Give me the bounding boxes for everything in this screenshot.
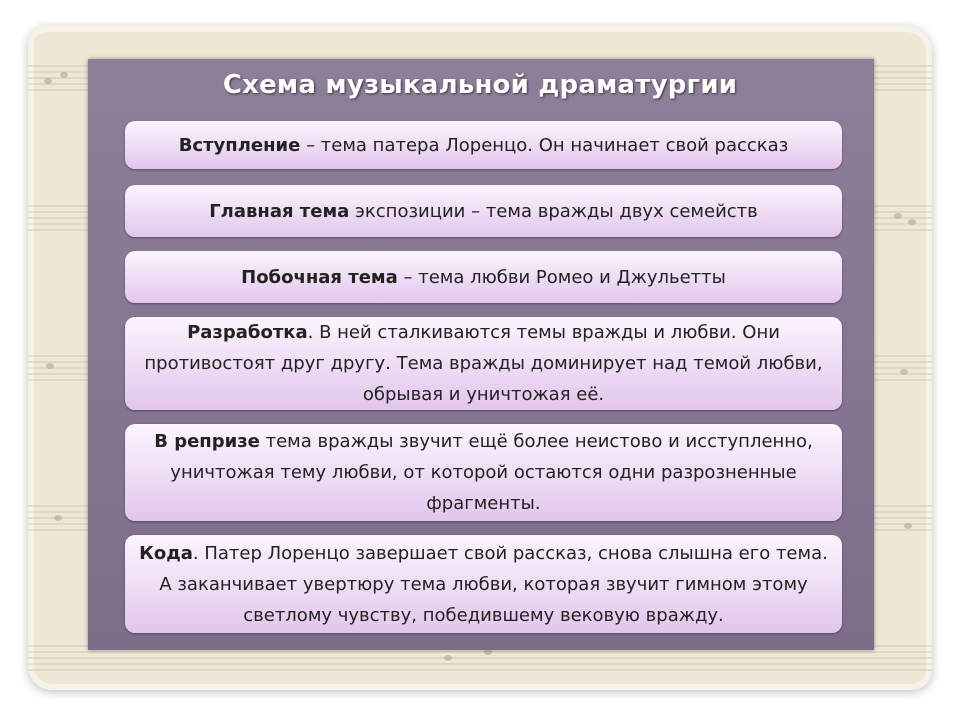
item-description: экспозиции – тема вражды двух семейств — [349, 200, 758, 222]
slide-title: Схема музыкальной драматургии — [222, 70, 738, 100]
item-bold-term: В репризе — [154, 431, 260, 452]
item-text — [209, 196, 758, 227]
item-bold-term: Вступление — [178, 134, 301, 156]
item-bold-term: Главная тема — [209, 200, 350, 222]
item-description: . В ней сталкиваются темы вражды и любви. Они противостоят друг другу. Тема вражды доминирует над темой любви, обрывая и уничтожая её. — [144, 322, 823, 405]
item-text — [241, 262, 726, 293]
item-description: – тема любви Ромео и Джульетты — [397, 266, 726, 288]
item-description: тема вражды звучит ещё более неистово и исступленно, уничтожая тему любви, от которой остаются одни разрозненные фрагменты. — [170, 431, 813, 514]
item-text — [179, 130, 789, 161]
item-description: – тема патера Лоренцо. Он начинает свой рассказ — [300, 134, 789, 156]
item-text — [135, 426, 832, 519]
item-bold-term: Разработка — [187, 322, 308, 343]
item-text — [135, 538, 832, 631]
item-main-theme — [125, 185, 842, 237]
item-bold-term: Кода — [139, 542, 193, 564]
item-development — [125, 317, 842, 410]
item-reprise — [125, 424, 842, 521]
item-secondary-theme — [125, 251, 842, 303]
item-description: . Патер Лоренцо завершает свой рассказ, снова слышна его тема. А заканчивает увертюру тема любви, которая звучит гимном этому светлому чувству, победившему вековую вражду. — [159, 542, 828, 626]
item-text — [135, 317, 832, 410]
item-coda — [125, 535, 842, 633]
item-introduction — [125, 121, 842, 169]
item-bold-term: Побочная тема — [241, 266, 398, 288]
